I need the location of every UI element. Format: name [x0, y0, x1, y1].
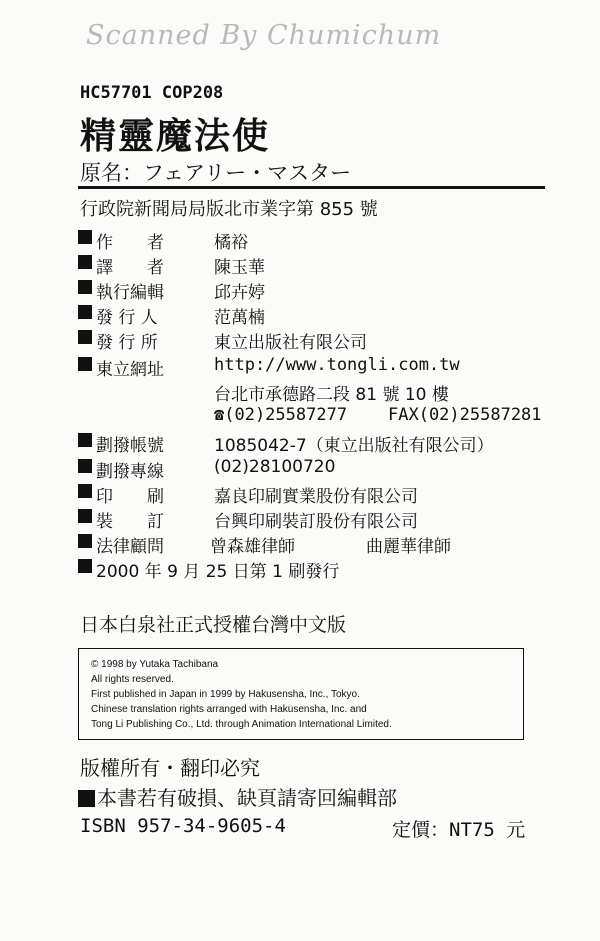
price	[392, 815, 525, 842]
print-date: 2000 年 9 月 25 日第 1 刷發行	[96, 562, 340, 582]
credit-row-translator	[78, 253, 265, 278]
address-text: 台北市承德路二段 81 號 10 樓	[214, 385, 449, 405]
original-title: 原名：フェアリー・マスター	[80, 161, 352, 185]
bullet-square	[78, 330, 92, 344]
defect-notice-text: 本書若有破損、缺頁請寄回編輯部	[97, 786, 397, 810]
credit-label: 作 者	[96, 233, 164, 253]
bullet-square	[78, 305, 92, 319]
credit-row-publisher-person	[78, 303, 265, 328]
legal-advisor-2: 曲麗華律師	[366, 537, 451, 557]
credit-row-editor	[78, 278, 265, 303]
license-number: 行政院新聞局局版北市業字第 855 號	[80, 199, 378, 220]
copyright-line: © 1998 by Yutaka Tachibana	[91, 659, 219, 670]
credit-row-publisher-company	[78, 328, 367, 353]
credit-row-binding	[78, 507, 418, 532]
credit-label: 發 行 所	[96, 333, 158, 353]
phone-number: ☎(02)25587277	[214, 405, 348, 425]
price-value: NT75 元	[449, 819, 526, 841]
credit-label: 東立網址	[96, 360, 164, 380]
credit-value: 嘉良印刷實業股份有限公司	[214, 487, 418, 507]
bullet-square	[78, 280, 92, 294]
rights-reserved: 版權所有・翻印必究	[80, 756, 260, 780]
title-divider	[78, 186, 545, 189]
legal-advisor-1: 曾森雄律師	[210, 537, 295, 557]
credit-value: 台興印刷裝訂股份有限公司	[214, 512, 418, 532]
authorization-note: 日本白泉社正式授權台灣中文版	[80, 614, 347, 636]
bullet-square	[78, 255, 92, 269]
print-date-row	[78, 557, 340, 582]
credit-label: 法律顧問	[96, 537, 164, 557]
credit-label: 譯 者	[96, 258, 164, 278]
credit-row-website	[78, 355, 460, 380]
fax-number: FAX(02)25587281	[388, 405, 542, 425]
bullet-square	[78, 559, 92, 573]
bullet-square	[78, 459, 92, 473]
credit-value: 邱卉婷	[214, 283, 265, 303]
credit-row-giro-line	[78, 457, 336, 482]
credit-label: 執行編輯	[96, 283, 164, 303]
bullet-square	[78, 484, 92, 498]
credit-label: 發 行 人	[96, 308, 158, 328]
credit-row-author	[78, 228, 248, 253]
bullet-square	[78, 790, 95, 807]
copyright-line: Tong Li Publishing Co., Ltd. through Animation International Limited.	[91, 719, 392, 730]
copyright-line: Chinese translation rights arranged with Hakusensha, Inc. and	[91, 704, 367, 715]
credit-row-printer	[78, 482, 418, 507]
bullet-square	[78, 357, 92, 371]
defect-notice	[78, 782, 397, 811]
credit-value: 范萬楠	[214, 308, 265, 328]
bullet-square	[78, 509, 92, 523]
credit-label: 裝 訂	[96, 512, 164, 532]
bullet-square	[78, 230, 92, 244]
website-url: http://www.tongli.com.tw	[214, 355, 460, 375]
isbn: ISBN 957-34-9605-4	[80, 815, 286, 837]
watermark-text: Scanned By Chumichum	[86, 20, 442, 51]
credit-value: 東立出版社有限公司	[214, 333, 367, 353]
price-label: 定價：	[392, 819, 450, 841]
book-title: 精靈魔法使	[80, 116, 271, 157]
credit-label: 劃撥帳號	[96, 436, 164, 456]
credit-label: 印 刷	[96, 487, 164, 507]
credit-row-legal	[78, 532, 451, 557]
product-codes: HC57701 COP208	[80, 83, 224, 103]
credit-label: 劃撥專線	[96, 462, 164, 482]
credit-value: (02)28100720	[214, 457, 336, 477]
credit-value: 陳玉華	[214, 258, 265, 278]
credit-value: 1085042-7（東立出版社有限公司）	[214, 436, 494, 456]
copyright-box	[78, 648, 524, 740]
copyright-line: First published in Japan in 1999 by Hakusensha, Inc., Tokyo.	[91, 689, 360, 700]
credit-value: 橘裕	[214, 233, 248, 253]
bullet-square	[78, 433, 92, 447]
copyright-line: All rights reserved.	[91, 674, 174, 685]
bullet-square	[78, 534, 92, 548]
credit-row-giro-account	[78, 431, 494, 456]
